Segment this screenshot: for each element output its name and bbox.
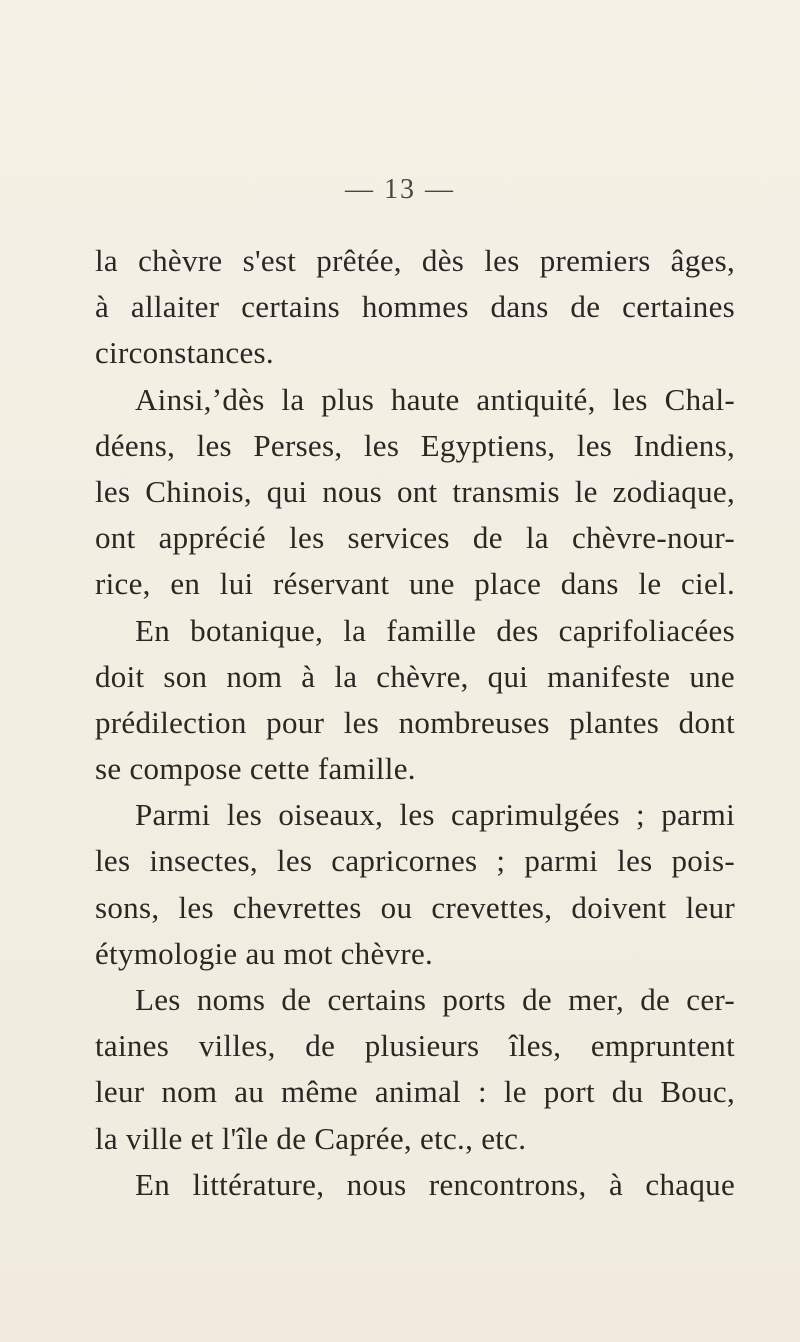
text-line: ont apprécié les services de la chèvre-nour- xyxy=(95,520,735,556)
text-line: la chèvre s'est prêtée, dès les premiers âges, xyxy=(95,243,735,278)
text-line: En littérature, nous rencontrons, à chaque xyxy=(135,1166,735,1202)
body-text xyxy=(95,238,735,1208)
text-line: la ville et l'île de Caprée, etc., etc. xyxy=(95,1120,527,1156)
page-number: — 13 — xyxy=(345,174,455,205)
text-line: les insectes, les capricornes ; parmi les pois- xyxy=(95,843,735,879)
text-line: les Chinois, qui nous ont transmis le zodiaque, xyxy=(95,473,735,509)
text-line: sons, les chevrettes ou crevettes, doivent leur xyxy=(95,889,735,925)
text-line: En botanique, la famille des caprifoliacées xyxy=(135,612,735,648)
text-line: déens, les Perses, les Egyptiens, les Indiens, xyxy=(95,427,735,463)
text-line: prédilection pour les nombreuses plantes dont xyxy=(95,704,735,740)
text-line: étymologie au mot chèvre. xyxy=(95,935,434,971)
text-line: Les noms de certains ports de mer, de cer- xyxy=(135,982,735,1017)
text-line: doit son nom à la chèvre, qui manifeste une xyxy=(95,658,735,694)
text-line: taines villes, de plusieurs îles, empruntent xyxy=(95,1028,735,1064)
text-line: rice, en lui réservant une place dans le ciel. xyxy=(95,566,735,602)
text-line: Ainsi,ʼdès la plus haute antiquité, les Chal- xyxy=(135,381,735,417)
text-line: à allaiter certains hommes dans de certaines xyxy=(95,289,735,325)
text-line: Parmi les oiseaux, les caprimulgées ; parmi xyxy=(135,797,735,833)
text-line: circonstances. xyxy=(95,335,274,371)
text-line: leur nom au même animal : le port du Bouc, xyxy=(95,1074,735,1110)
text-line: se compose cette famille. xyxy=(95,751,416,787)
